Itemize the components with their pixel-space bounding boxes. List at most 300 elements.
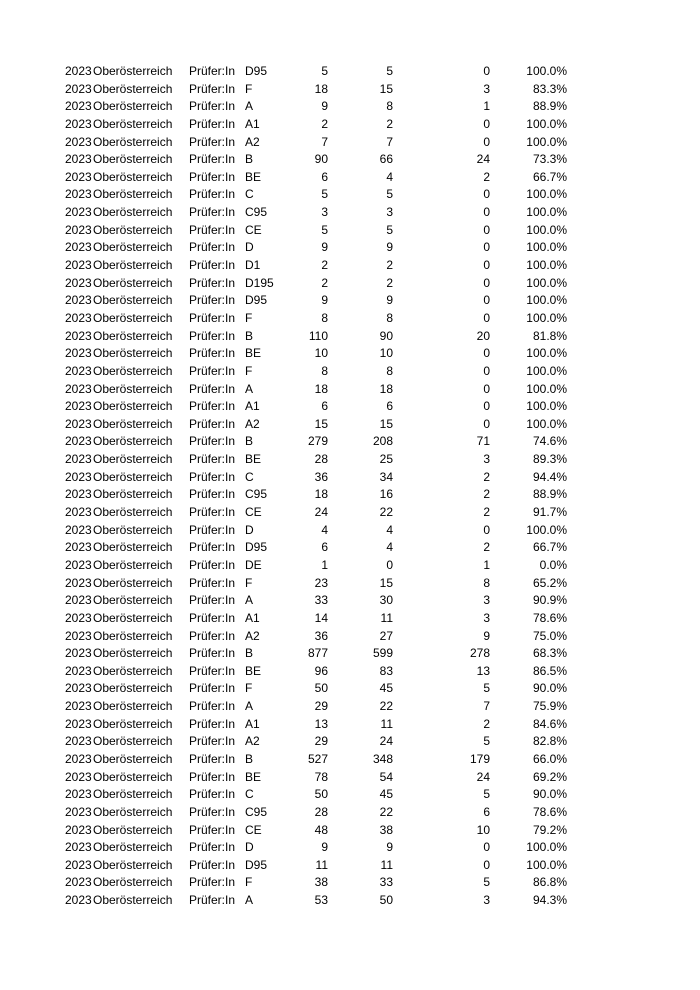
table-row: [0, 769, 700, 787]
total-count-cell: 29: [314, 699, 328, 714]
total-count-cell: 6: [321, 169, 328, 184]
license-class-cell: D95: [245, 540, 268, 555]
total-count-cell: 9: [321, 840, 328, 855]
license-class-cell: A1: [245, 116, 260, 131]
pass-rate-cell: 100.0%: [526, 222, 567, 237]
year-cell: 2023: [65, 99, 92, 114]
total-count-cell: 53: [314, 893, 328, 908]
pass-rate-cell: 94.4%: [532, 469, 567, 484]
year-cell: 2023: [65, 628, 92, 643]
total-count-cell: 18: [314, 381, 328, 396]
passed-count-cell: 4: [386, 169, 393, 184]
failed-count-cell: 0: [483, 840, 490, 855]
failed-count-cell: 0: [483, 258, 490, 273]
table-row: [0, 645, 700, 663]
failed-count-cell: 2: [483, 487, 490, 502]
total-count-cell: 6: [321, 540, 328, 555]
region-cell: Oberösterreich: [93, 540, 173, 555]
region-cell: Oberösterreich: [93, 734, 173, 749]
data-table: [0, 63, 700, 910]
failed-count-cell: 24: [476, 152, 490, 167]
region-cell: Oberösterreich: [93, 399, 173, 414]
table-row: [0, 857, 700, 875]
total-count-cell: 110: [308, 328, 328, 343]
passed-count-cell: 2: [386, 275, 393, 290]
role-cell: Prüfer:In: [189, 328, 236, 343]
license-class-cell: B: [245, 646, 254, 661]
pass-rate-cell: 78.6%: [532, 804, 567, 819]
role-cell: Prüfer:In: [189, 99, 236, 114]
passed-count-cell: 5: [386, 64, 393, 78]
year-cell: 2023: [65, 593, 92, 608]
year-cell: 2023: [65, 646, 92, 661]
table-row: [0, 257, 700, 275]
failed-count-cell: 1: [483, 557, 490, 572]
role-cell: Prüfer:In: [189, 399, 236, 414]
pass-rate-cell: 66.0%: [532, 751, 567, 766]
year-cell: 2023: [65, 381, 92, 396]
region-cell: Oberösterreich: [93, 240, 173, 255]
license-class-cell: F: [245, 681, 253, 696]
pass-rate-cell: 91.7%: [532, 505, 567, 520]
year-cell: 2023: [65, 699, 92, 714]
table-row: [0, 698, 700, 716]
pass-rate-cell: 90.9%: [532, 593, 567, 608]
failed-count-cell: 0: [483, 416, 490, 431]
total-count-cell: 7: [321, 134, 328, 149]
role-cell: Prüfer:In: [189, 222, 236, 237]
year-cell: 2023: [65, 893, 92, 908]
license-class-cell: D: [245, 840, 254, 855]
pass-rate-cell: 100.0%: [526, 522, 567, 537]
pass-rate-cell: 79.2%: [532, 822, 567, 837]
year-cell: 2023: [65, 663, 92, 678]
region-cell: Oberösterreich: [93, 522, 173, 537]
table-row: [0, 451, 700, 469]
passed-count-cell: 25: [379, 452, 393, 467]
role-cell: Prüfer:In: [189, 716, 236, 731]
role-cell: Prüfer:In: [189, 875, 236, 890]
table-row: [0, 751, 700, 769]
year-cell: 2023: [65, 610, 92, 625]
pass-rate-cell: 100.0%: [526, 205, 567, 220]
license-class-cell: F: [245, 310, 253, 325]
table-row: [0, 557, 700, 575]
license-class-cell: D95: [245, 857, 268, 872]
table-row: [0, 680, 700, 698]
table-row: [0, 169, 700, 187]
passed-count-cell: 6: [386, 399, 393, 414]
region-cell: Oberösterreich: [93, 187, 173, 202]
year-cell: 2023: [65, 734, 92, 749]
pass-rate-cell: 74.6%: [532, 434, 567, 449]
passed-count-cell: 15: [379, 575, 393, 590]
region-cell: Oberösterreich: [93, 840, 173, 855]
passed-count-cell: 45: [379, 681, 393, 696]
total-count-cell: 14: [314, 610, 328, 625]
passed-count-cell: 4: [386, 522, 393, 537]
role-cell: Prüfer:In: [189, 116, 236, 131]
total-count-cell: 2: [321, 258, 328, 273]
region-cell: Oberösterreich: [93, 381, 173, 396]
failed-count-cell: 278: [469, 646, 490, 661]
license-class-cell: A: [245, 593, 254, 608]
license-class-cell: F: [245, 363, 253, 378]
pass-rate-cell: 81.8%: [532, 328, 567, 343]
passed-count-cell: 66: [379, 152, 393, 167]
role-cell: Prüfer:In: [189, 134, 236, 149]
license-class-cell: C: [245, 469, 254, 484]
passed-count-cell: 2: [386, 116, 393, 131]
region-cell: Oberösterreich: [93, 152, 173, 167]
region-cell: Oberösterreich: [93, 64, 173, 78]
total-count-cell: 9: [321, 293, 328, 308]
passed-count-cell: 4: [386, 540, 393, 555]
year-cell: 2023: [65, 275, 92, 290]
region-cell: Oberösterreich: [93, 663, 173, 678]
passed-count-cell: 90: [379, 328, 393, 343]
year-cell: 2023: [65, 540, 92, 555]
role-cell: Prüfer:In: [189, 205, 236, 220]
total-count-cell: 90: [314, 152, 328, 167]
failed-count-cell: 3: [483, 452, 490, 467]
passed-count-cell: 18: [379, 381, 393, 396]
failed-count-cell: 9: [483, 628, 490, 643]
region-cell: Oberösterreich: [93, 628, 173, 643]
total-count-cell: 2: [321, 275, 328, 290]
license-class-cell: CE: [245, 505, 262, 520]
year-cell: 2023: [65, 452, 92, 467]
pass-rate-cell: 68.3%: [532, 646, 567, 661]
failed-count-cell: 0: [483, 116, 490, 131]
table-row: [0, 381, 700, 399]
license-class-cell: A1: [245, 716, 260, 731]
role-cell: Prüfer:In: [189, 434, 236, 449]
pass-rate-cell: 66.7%: [532, 540, 567, 555]
license-class-cell: C95: [245, 804, 268, 819]
role-cell: Prüfer:In: [189, 540, 236, 555]
passed-count-cell: 30: [379, 593, 393, 608]
passed-count-cell: 24: [379, 734, 393, 749]
failed-count-cell: 0: [483, 522, 490, 537]
table-row: [0, 222, 700, 240]
passed-count-cell: 54: [379, 769, 393, 784]
role-cell: Prüfer:In: [189, 575, 236, 590]
role-cell: Prüfer:In: [189, 310, 236, 325]
passed-count-cell: 8: [386, 99, 393, 114]
license-class-cell: D95: [245, 293, 268, 308]
pass-rate-cell: 100.0%: [526, 258, 567, 273]
failed-count-cell: 0: [483, 240, 490, 255]
year-cell: 2023: [65, 328, 92, 343]
year-cell: 2023: [65, 310, 92, 325]
failed-count-cell: 5: [483, 875, 490, 890]
passed-count-cell: 38: [379, 822, 393, 837]
failed-count-cell: 0: [483, 187, 490, 202]
region-cell: Oberösterreich: [93, 434, 173, 449]
failed-count-cell: 3: [483, 81, 490, 96]
table-row: [0, 522, 700, 540]
role-cell: Prüfer:In: [189, 169, 236, 184]
region-cell: Oberösterreich: [93, 346, 173, 361]
pass-rate-cell: 100.0%: [526, 840, 567, 855]
role-cell: Prüfer:In: [189, 663, 236, 678]
role-cell: Prüfer:In: [189, 628, 236, 643]
passed-count-cell: 22: [379, 699, 393, 714]
year-cell: 2023: [65, 875, 92, 890]
table-row: [0, 433, 700, 451]
year-cell: 2023: [65, 64, 92, 78]
total-count-cell: 9: [321, 240, 328, 255]
passed-count-cell: 9: [386, 240, 393, 255]
region-cell: Oberösterreich: [93, 804, 173, 819]
table-row: [0, 186, 700, 204]
pass-rate-cell: 83.3%: [532, 81, 567, 96]
table-row: [0, 716, 700, 734]
region-cell: Oberösterreich: [93, 363, 173, 378]
year-cell: 2023: [65, 469, 92, 484]
region-cell: Oberösterreich: [93, 487, 173, 502]
region-cell: Oberösterreich: [93, 452, 173, 467]
region-cell: Oberösterreich: [93, 258, 173, 273]
table-row: [0, 416, 700, 434]
total-count-cell: 36: [314, 628, 328, 643]
region-cell: Oberösterreich: [93, 893, 173, 908]
role-cell: Prüfer:In: [189, 787, 236, 802]
region-cell: Oberösterreich: [93, 681, 173, 696]
role-cell: Prüfer:In: [189, 734, 236, 749]
passed-count-cell: 15: [379, 416, 393, 431]
failed-count-cell: 179: [469, 751, 490, 766]
passed-count-cell: 9: [386, 293, 393, 308]
license-class-cell: F: [245, 875, 253, 890]
region-cell: Oberösterreich: [93, 469, 173, 484]
license-class-cell: C: [245, 187, 254, 202]
pass-rate-cell: 65.2%: [532, 575, 567, 590]
total-count-cell: 15: [314, 416, 328, 431]
year-cell: 2023: [65, 240, 92, 255]
table-row: [0, 151, 700, 169]
region-cell: Oberösterreich: [93, 222, 173, 237]
table-row: [0, 874, 700, 892]
region-cell: Oberösterreich: [93, 310, 173, 325]
license-class-cell: BE: [245, 452, 262, 467]
passed-count-cell: 22: [379, 505, 393, 520]
region-cell: Oberösterreich: [93, 293, 173, 308]
passed-count-cell: 22: [379, 804, 393, 819]
role-cell: Prüfer:In: [189, 822, 236, 837]
role-cell: Prüfer:In: [189, 152, 236, 167]
year-cell: 2023: [65, 751, 92, 766]
pass-rate-cell: 90.0%: [532, 681, 567, 696]
pass-rate-cell: 88.9%: [532, 487, 567, 502]
region-cell: Oberösterreich: [93, 751, 173, 766]
region-cell: Oberösterreich: [93, 787, 173, 802]
pass-rate-cell: 86.8%: [532, 875, 567, 890]
role-cell: Prüfer:In: [189, 857, 236, 872]
year-cell: 2023: [65, 681, 92, 696]
region-cell: Oberösterreich: [93, 416, 173, 431]
total-count-cell: 18: [314, 81, 328, 96]
region-cell: Oberösterreich: [93, 275, 173, 290]
passed-count-cell: 7: [386, 134, 393, 149]
failed-count-cell: 0: [483, 363, 490, 378]
table-row: [0, 822, 700, 840]
pass-rate-cell: 100.0%: [526, 346, 567, 361]
pass-rate-cell: 88.9%: [532, 99, 567, 114]
total-count-cell: 10: [314, 346, 328, 361]
table-row: [0, 134, 700, 152]
role-cell: Prüfer:In: [189, 593, 236, 608]
total-count-cell: 4: [321, 522, 328, 537]
pass-rate-cell: 86.5%: [532, 663, 567, 678]
passed-count-cell: 9: [386, 840, 393, 855]
role-cell: Prüfer:In: [189, 293, 236, 308]
role-cell: Prüfer:In: [189, 505, 236, 520]
role-cell: Prüfer:In: [189, 81, 236, 96]
region-cell: Oberösterreich: [93, 610, 173, 625]
total-count-cell: 5: [321, 64, 328, 78]
passed-count-cell: 50: [379, 893, 393, 908]
failed-count-cell: 8: [483, 575, 490, 590]
region-cell: Oberösterreich: [93, 875, 173, 890]
license-class-cell: F: [245, 81, 253, 96]
pass-rate-cell: 100.0%: [526, 134, 567, 149]
failed-count-cell: 3: [483, 610, 490, 625]
table-row: [0, 839, 700, 857]
license-class-cell: A2: [245, 628, 260, 643]
role-cell: Prüfer:In: [189, 699, 236, 714]
passed-count-cell: 2: [386, 258, 393, 273]
failed-count-cell: 0: [483, 205, 490, 220]
failed-count-cell: 10: [476, 822, 490, 837]
pass-rate-cell: 100.0%: [526, 275, 567, 290]
passed-count-cell: 11: [380, 716, 393, 731]
region-cell: Oberösterreich: [93, 575, 173, 590]
license-class-cell: D: [245, 522, 254, 537]
total-count-cell: 78: [314, 769, 328, 784]
role-cell: Prüfer:In: [189, 346, 236, 361]
passed-count-cell: 15: [379, 81, 393, 96]
role-cell: Prüfer:In: [189, 275, 236, 290]
total-count-cell: 50: [314, 787, 328, 802]
region-cell: Oberösterreich: [93, 557, 173, 572]
total-count-cell: 5: [321, 187, 328, 202]
table-row: [0, 204, 700, 222]
total-count-cell: 23: [314, 575, 328, 590]
pass-rate-cell: 100.0%: [526, 116, 567, 131]
total-count-cell: 36: [314, 469, 328, 484]
table-row: [0, 786, 700, 804]
failed-count-cell: 1: [483, 99, 490, 114]
failed-count-cell: 20: [476, 328, 490, 343]
year-cell: 2023: [65, 363, 92, 378]
year-cell: 2023: [65, 716, 92, 731]
failed-count-cell: 2: [483, 469, 490, 484]
passed-count-cell: 83: [379, 663, 393, 678]
total-count-cell: 2: [321, 116, 328, 131]
total-count-cell: 279: [307, 434, 328, 449]
total-count-cell: 48: [314, 822, 328, 837]
table-row: [0, 733, 700, 751]
total-count-cell: 877: [307, 646, 328, 661]
total-count-cell: 3: [321, 205, 328, 220]
pass-rate-cell: 100.0%: [526, 240, 567, 255]
role-cell: Prüfer:In: [189, 751, 236, 766]
license-class-cell: CE: [245, 222, 262, 237]
passed-count-cell: 599: [372, 646, 393, 661]
license-class-cell: D195: [245, 275, 274, 290]
license-class-cell: A2: [245, 734, 260, 749]
license-class-cell: A: [245, 893, 254, 908]
region-cell: Oberösterreich: [93, 769, 173, 784]
table-row: [0, 239, 700, 257]
pass-rate-cell: 100.0%: [526, 64, 567, 78]
region-cell: Oberösterreich: [93, 822, 173, 837]
pass-rate-cell: 100.0%: [526, 381, 567, 396]
license-class-cell: F: [245, 575, 253, 590]
region-cell: Oberösterreich: [93, 699, 173, 714]
failed-count-cell: 5: [483, 681, 490, 696]
passed-count-cell: 0: [386, 557, 393, 572]
passed-count-cell: 348: [372, 751, 393, 766]
license-class-cell: B: [245, 434, 254, 449]
region-cell: Oberösterreich: [93, 134, 173, 149]
role-cell: Prüfer:In: [189, 840, 236, 855]
pass-rate-cell: 73.3%: [532, 152, 567, 167]
year-cell: 2023: [65, 222, 92, 237]
role-cell: Prüfer:In: [189, 893, 236, 908]
total-count-cell: 527: [307, 751, 328, 766]
total-count-cell: 29: [314, 734, 328, 749]
year-cell: 2023: [65, 258, 92, 273]
role-cell: Prüfer:In: [189, 416, 236, 431]
total-count-cell: 28: [314, 804, 328, 819]
role-cell: Prüfer:In: [189, 681, 236, 696]
year-cell: 2023: [65, 116, 92, 131]
table-row: [0, 892, 700, 910]
table-row: [0, 81, 700, 99]
license-class-cell: BE: [245, 663, 262, 678]
license-class-cell: A1: [245, 610, 260, 625]
table-row: [0, 804, 700, 822]
year-cell: 2023: [65, 804, 92, 819]
role-cell: Prüfer:In: [189, 646, 236, 661]
pass-rate-cell: 75.0%: [532, 628, 567, 643]
license-class-cell: B: [245, 328, 254, 343]
table-row: [0, 469, 700, 487]
total-count-cell: 11: [315, 857, 328, 872]
failed-count-cell: 0: [483, 64, 490, 78]
year-cell: 2023: [65, 134, 92, 149]
pass-rate-cell: 84.6%: [532, 716, 567, 731]
pass-rate-cell: 75.9%: [532, 699, 567, 714]
license-class-cell: CE: [245, 822, 262, 837]
pass-rate-cell: 100.0%: [526, 293, 567, 308]
table-row: [0, 628, 700, 646]
role-cell: Prüfer:In: [189, 64, 236, 78]
passed-count-cell: 33: [379, 875, 393, 890]
year-cell: 2023: [65, 152, 92, 167]
table-row: [0, 398, 700, 416]
region-cell: Oberösterreich: [93, 716, 173, 731]
table-row: [0, 310, 700, 328]
total-count-cell: 13: [314, 716, 328, 731]
year-cell: 2023: [65, 840, 92, 855]
pass-rate-cell: 89.3%: [532, 452, 567, 467]
passed-count-cell: 208: [372, 434, 393, 449]
table-row: [0, 486, 700, 504]
